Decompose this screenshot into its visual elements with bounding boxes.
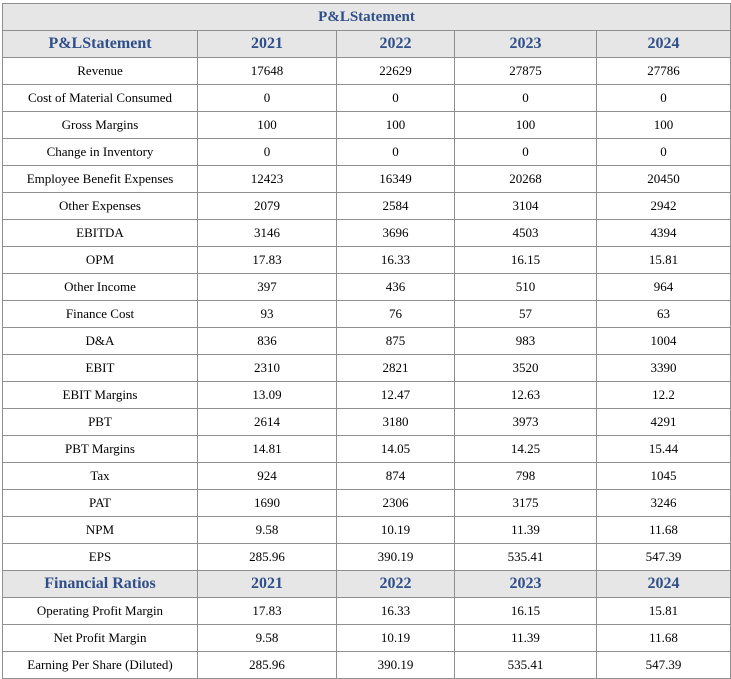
row-label: Cost of Material Consumed bbox=[3, 85, 198, 112]
value-cell: 2079 bbox=[198, 193, 337, 220]
value-cell: 14.81 bbox=[198, 436, 337, 463]
table-row bbox=[3, 58, 731, 85]
table-row bbox=[3, 463, 731, 490]
value-cell: 16.33 bbox=[337, 598, 455, 625]
value-cell: 836 bbox=[198, 328, 337, 355]
row-label: Tax bbox=[3, 463, 198, 490]
table-row bbox=[3, 625, 731, 652]
value-cell: 3180 bbox=[337, 409, 455, 436]
row-label: Earning Per Share (Diluted) bbox=[3, 652, 198, 679]
year-header: 2022 bbox=[337, 571, 455, 598]
value-cell: 12.47 bbox=[337, 382, 455, 409]
table-row bbox=[3, 193, 731, 220]
value-cell: 15.81 bbox=[597, 598, 731, 625]
value-cell: 9.58 bbox=[198, 517, 337, 544]
value-cell: 285.96 bbox=[198, 652, 337, 679]
value-cell: 535.41 bbox=[455, 652, 597, 679]
value-cell: 17.83 bbox=[198, 247, 337, 274]
value-cell: 3246 bbox=[597, 490, 731, 517]
value-cell: 547.39 bbox=[597, 544, 731, 571]
value-cell: 2942 bbox=[597, 193, 731, 220]
value-cell: 13.09 bbox=[198, 382, 337, 409]
row-label: PAT bbox=[3, 490, 198, 517]
value-cell: 10.19 bbox=[337, 625, 455, 652]
table-row bbox=[3, 544, 731, 571]
value-cell: 57 bbox=[455, 301, 597, 328]
table-row bbox=[3, 112, 731, 139]
section-header-row bbox=[3, 571, 731, 598]
table-title-row bbox=[3, 4, 731, 31]
value-cell: 10.19 bbox=[337, 517, 455, 544]
value-cell: 983 bbox=[455, 328, 597, 355]
value-cell: 17648 bbox=[198, 58, 337, 85]
row-label: Finance Cost bbox=[3, 301, 198, 328]
row-label: EPS bbox=[3, 544, 198, 571]
value-cell: 2584 bbox=[337, 193, 455, 220]
year-header: 2021 bbox=[198, 571, 337, 598]
value-cell: 875 bbox=[337, 328, 455, 355]
value-cell: 12.2 bbox=[597, 382, 731, 409]
value-cell: 15.81 bbox=[597, 247, 731, 274]
value-cell: 798 bbox=[455, 463, 597, 490]
value-cell: 874 bbox=[337, 463, 455, 490]
value-cell: 11.39 bbox=[455, 517, 597, 544]
section-header-row bbox=[3, 31, 731, 58]
value-cell: 0 bbox=[198, 85, 337, 112]
value-cell: 2821 bbox=[337, 355, 455, 382]
row-label: Gross Margins bbox=[3, 112, 198, 139]
value-cell: 100 bbox=[455, 112, 597, 139]
row-label: PBT Margins bbox=[3, 436, 198, 463]
table-row bbox=[3, 139, 731, 166]
value-cell: 0 bbox=[455, 85, 597, 112]
table-row bbox=[3, 517, 731, 544]
year-header: 2024 bbox=[597, 571, 731, 598]
value-cell: 285.96 bbox=[198, 544, 337, 571]
value-cell: 63 bbox=[597, 301, 731, 328]
value-cell: 100 bbox=[597, 112, 731, 139]
value-cell: 4291 bbox=[597, 409, 731, 436]
value-cell: 4503 bbox=[455, 220, 597, 247]
value-cell: 390.19 bbox=[337, 544, 455, 571]
value-cell: 0 bbox=[455, 139, 597, 166]
value-cell: 0 bbox=[198, 139, 337, 166]
value-cell: 924 bbox=[198, 463, 337, 490]
year-header: 2023 bbox=[455, 31, 597, 58]
year-header: 2023 bbox=[455, 571, 597, 598]
value-cell: 20268 bbox=[455, 166, 597, 193]
value-cell: 0 bbox=[597, 85, 731, 112]
value-cell: 436 bbox=[337, 274, 455, 301]
row-label: Net Profit Margin bbox=[3, 625, 198, 652]
table-row bbox=[3, 652, 731, 679]
row-label: NPM bbox=[3, 517, 198, 544]
value-cell: 100 bbox=[337, 112, 455, 139]
section-title: Financial Ratios bbox=[3, 571, 198, 598]
value-cell: 2306 bbox=[337, 490, 455, 517]
value-cell: 0 bbox=[337, 85, 455, 112]
year-header: 2022 bbox=[337, 31, 455, 58]
row-label: EBITDA bbox=[3, 220, 198, 247]
pl-statement-table bbox=[2, 3, 731, 679]
row-label: OPM bbox=[3, 247, 198, 274]
value-cell: 535.41 bbox=[455, 544, 597, 571]
value-cell: 22629 bbox=[337, 58, 455, 85]
value-cell: 27875 bbox=[455, 58, 597, 85]
table-row bbox=[3, 382, 731, 409]
value-cell: 9.58 bbox=[198, 625, 337, 652]
value-cell: 17.83 bbox=[198, 598, 337, 625]
value-cell: 14.25 bbox=[455, 436, 597, 463]
table-row bbox=[3, 166, 731, 193]
table-row bbox=[3, 355, 731, 382]
value-cell: 12.63 bbox=[455, 382, 597, 409]
value-cell: 76 bbox=[337, 301, 455, 328]
value-cell: 16349 bbox=[337, 166, 455, 193]
table-title: P&LStatement bbox=[3, 4, 731, 31]
table-body bbox=[3, 4, 731, 679]
row-label: EBIT bbox=[3, 355, 198, 382]
table-row bbox=[3, 436, 731, 463]
value-cell: 4394 bbox=[597, 220, 731, 247]
row-label: Employee Benefit Expenses bbox=[3, 166, 198, 193]
value-cell: 2310 bbox=[198, 355, 337, 382]
year-header: 2021 bbox=[198, 31, 337, 58]
row-label: D&A bbox=[3, 328, 198, 355]
year-header: 2024 bbox=[597, 31, 731, 58]
value-cell: 2614 bbox=[198, 409, 337, 436]
value-cell: 11.39 bbox=[455, 625, 597, 652]
value-cell: 964 bbox=[597, 274, 731, 301]
value-cell: 12423 bbox=[198, 166, 337, 193]
value-cell: 3973 bbox=[455, 409, 597, 436]
row-label: Change in Inventory bbox=[3, 139, 198, 166]
row-label: Operating Profit Margin bbox=[3, 598, 198, 625]
value-cell: 510 bbox=[455, 274, 597, 301]
section-title: P&LStatement bbox=[3, 31, 198, 58]
value-cell: 3390 bbox=[597, 355, 731, 382]
value-cell: 1690 bbox=[198, 490, 337, 517]
row-label: PBT bbox=[3, 409, 198, 436]
value-cell: 3146 bbox=[198, 220, 337, 247]
value-cell: 1045 bbox=[597, 463, 731, 490]
table-row bbox=[3, 247, 731, 274]
table-row bbox=[3, 409, 731, 436]
value-cell: 20450 bbox=[597, 166, 731, 193]
table-row bbox=[3, 220, 731, 247]
value-cell: 3104 bbox=[455, 193, 597, 220]
value-cell: 11.68 bbox=[597, 517, 731, 544]
table-row bbox=[3, 328, 731, 355]
value-cell: 390.19 bbox=[337, 652, 455, 679]
value-cell: 3520 bbox=[455, 355, 597, 382]
value-cell: 3696 bbox=[337, 220, 455, 247]
value-cell: 397 bbox=[198, 274, 337, 301]
row-label: EBIT Margins bbox=[3, 382, 198, 409]
value-cell: 0 bbox=[597, 139, 731, 166]
value-cell: 3175 bbox=[455, 490, 597, 517]
table-row bbox=[3, 490, 731, 517]
value-cell: 11.68 bbox=[597, 625, 731, 652]
row-label: Revenue bbox=[3, 58, 198, 85]
table-row bbox=[3, 274, 731, 301]
value-cell: 0 bbox=[337, 139, 455, 166]
value-cell: 16.15 bbox=[455, 598, 597, 625]
table-row bbox=[3, 301, 731, 328]
value-cell: 27786 bbox=[597, 58, 731, 85]
table-row bbox=[3, 85, 731, 112]
value-cell: 14.05 bbox=[337, 436, 455, 463]
row-label: Other Income bbox=[3, 274, 198, 301]
row-label: Other Expenses bbox=[3, 193, 198, 220]
value-cell: 93 bbox=[198, 301, 337, 328]
value-cell: 15.44 bbox=[597, 436, 731, 463]
value-cell: 16.15 bbox=[455, 247, 597, 274]
value-cell: 100 bbox=[198, 112, 337, 139]
value-cell: 1004 bbox=[597, 328, 731, 355]
table-row bbox=[3, 598, 731, 625]
value-cell: 547.39 bbox=[597, 652, 731, 679]
value-cell: 16.33 bbox=[337, 247, 455, 274]
